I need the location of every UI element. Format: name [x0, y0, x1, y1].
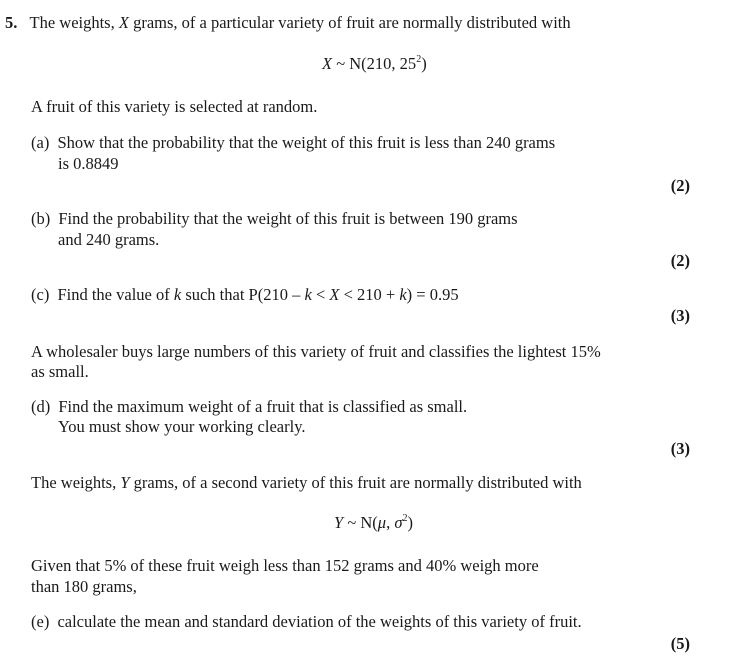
part-d-line1: Find the maximum weight of a fruit that is classified as small. — [58, 397, 468, 416]
second-variety-line: The weights, Y grams, of a second variety of this fruit are normally distributed with — [31, 473, 582, 492]
part-c-mid: such that P(210 – — [181, 285, 305, 304]
part-a — [31, 132, 555, 153]
part-c — [31, 284, 459, 305]
part-e-marks: (5) — [670, 634, 690, 653]
part-e-line1: calculate the mean and standard deviation of the weights of this variety of fruit. — [57, 612, 582, 631]
question-intro: The weights, X grams, of a particular variety of fruit are normally distributed with — [29, 13, 571, 32]
wholesaler-line1: A wholesaler buys large numbers of this variety of fruit and classifies the lightest 15% — [31, 342, 601, 361]
distribution-2 — [334, 512, 413, 533]
part-e-label: (e) — [31, 612, 50, 631]
distribution-1 — [322, 53, 427, 74]
dist2-exp: 2 — [402, 513, 408, 524]
dist2-tilde: ~ N( — [343, 513, 378, 532]
part-a-label: (a) — [31, 133, 50, 152]
part-d-label: (d) — [31, 397, 51, 416]
part-c-k: k — [173, 285, 182, 304]
part-b-marks: (2) — [670, 251, 690, 270]
dist1-close: ) — [421, 54, 427, 73]
part-a-marks: (2) — [670, 176, 690, 195]
part-c-pre: Find the value of — [57, 285, 174, 304]
selected-line: A fruit of this variety is selected at random. — [31, 97, 318, 116]
part-b-line2: and 240 grams. — [58, 230, 160, 249]
var-x: X — [118, 13, 129, 32]
part-c-marks: (3) — [670, 306, 690, 325]
dist2-comma: , — [386, 513, 395, 532]
part-c-label: (c) — [31, 285, 50, 304]
part-d-line2: You must show your working clearly. — [58, 417, 306, 436]
part-c-post: ) = 0.95 — [406, 285, 459, 304]
dist2-var: Y — [334, 513, 344, 532]
given-line2: than 180 grams, — [31, 577, 137, 596]
wholesaler-line2: as small. — [31, 362, 89, 381]
part-b-label: (b) — [31, 209, 51, 228]
question-number: 5. — [5, 13, 18, 32]
part-b-line1: Find the probability that the weight of this fruit is between 190 grams — [58, 209, 518, 228]
given-line1: Given that 5% of these fruit weigh less than 152 grams and 40% weigh more — [31, 556, 539, 575]
part-c-lt1: < — [311, 285, 330, 304]
part-e — [31, 611, 582, 632]
part-d-marks: (3) — [670, 439, 690, 458]
dist1-var: X — [322, 54, 333, 73]
part-a-line2: is 0.8849 — [58, 154, 119, 173]
part-c-k3: k — [399, 285, 407, 304]
var-y: Y — [120, 473, 130, 492]
dist2-mu: μ — [377, 513, 387, 532]
part-c-x: X — [329, 285, 340, 304]
part-c-text — [57, 285, 458, 304]
part-b — [31, 208, 518, 229]
part-d — [31, 396, 467, 417]
dist2-sigma: σ — [394, 513, 403, 532]
part-a-line1: Show that the probability that the weight of this fruit is less than 240 grams — [57, 133, 556, 152]
dist2-close: ) — [407, 513, 413, 532]
dist1-exp: 2 — [416, 54, 422, 65]
part-c-k2: k — [304, 285, 312, 304]
question-header — [5, 12, 571, 33]
dist1-body: ~ N(210, 25 — [332, 54, 417, 73]
part-c-lt2: < 210 + — [339, 285, 400, 304]
